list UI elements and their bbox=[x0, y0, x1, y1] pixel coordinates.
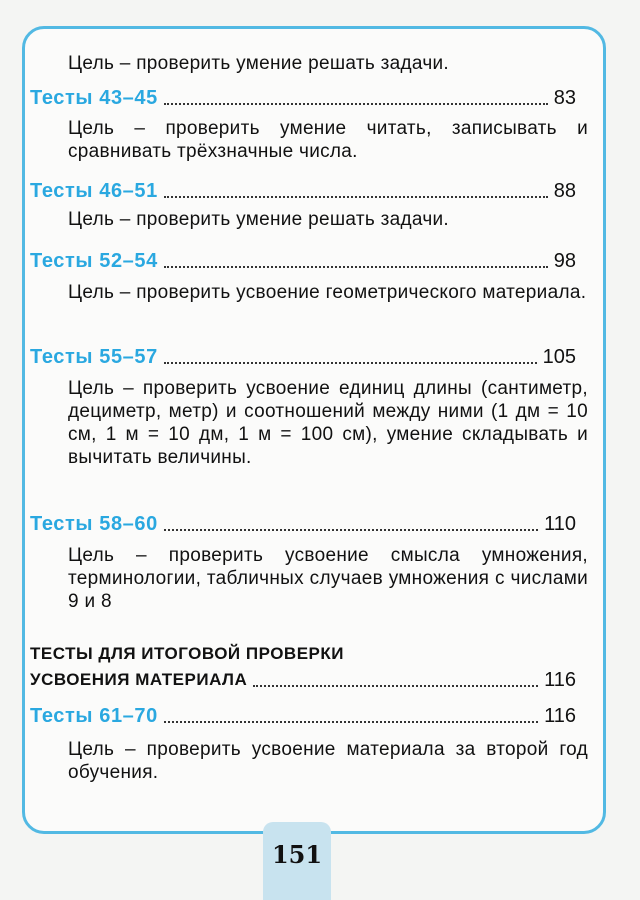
toc-entry-tests-46-51[interactable] bbox=[30, 177, 576, 203]
dot-leader bbox=[164, 362, 537, 364]
toc-entry-tests-55-57[interactable] bbox=[30, 343, 576, 369]
page-number: 151 bbox=[271, 840, 323, 869]
toc-entry-goal: Цель – проверить усвоение материала за второй год обучения. bbox=[68, 739, 588, 783]
toc-entry-title: Тесты 58–60 bbox=[30, 513, 158, 535]
toc-entry-page: 83 bbox=[553, 87, 576, 109]
dot-leader bbox=[253, 685, 538, 687]
final-section-title: ТЕСТЫ ДЛЯ ИТОГОВОЙ ПРОВЕРКИ bbox=[30, 644, 344, 663]
toc-entry-tests-58-60[interactable] bbox=[30, 510, 576, 536]
toc-entry-page: 116 bbox=[544, 705, 576, 727]
toc-entry-page: 110 bbox=[544, 513, 576, 535]
toc-entry-title: Тесты 52–54 bbox=[30, 250, 158, 272]
toc-entry-final-section[interactable] bbox=[30, 666, 576, 692]
dot-leader bbox=[164, 721, 538, 723]
toc-entry-title: Тесты 43–45 bbox=[30, 87, 158, 109]
toc-entry-tests-43-45[interactable] bbox=[30, 84, 576, 110]
toc-entry-page: 105 bbox=[542, 346, 576, 368]
toc-entry-page: 116 bbox=[544, 669, 576, 691]
toc-entry-goal: Цель – проверить умение читать, записывать и сравнивать трёхзначные числа. bbox=[68, 118, 588, 162]
dot-leader bbox=[164, 103, 548, 105]
dot-leader bbox=[164, 529, 538, 531]
toc-entry-title: Тесты 55–57 bbox=[30, 346, 158, 368]
toc-entry-goal: Цель – проверить умение решать задачи. bbox=[68, 209, 450, 230]
toc-entry-page: 88 bbox=[553, 180, 576, 202]
final-section-title-line2: УСВОЕНИЯ МАТЕРИАЛА bbox=[30, 670, 248, 689]
toc-entry-page: 98 bbox=[553, 250, 576, 272]
dot-leader bbox=[164, 266, 548, 268]
toc-entry-title: Тесты 61–70 bbox=[30, 705, 158, 727]
toc-entry-tests-61-70[interactable] bbox=[30, 702, 576, 728]
toc-entry-goal: Цель – проверить усвоение смысла умножения, терминологии, табличных случаев умножения с числами 9 и 8 bbox=[68, 545, 588, 612]
dot-leader bbox=[164, 196, 548, 198]
toc-entry-goal: Цель – проверить усвоение геометрического материала. bbox=[68, 282, 587, 303]
intro-goal-text: Цель – проверить умение решать задачи. bbox=[68, 53, 450, 74]
toc-entry-tests-52-54[interactable] bbox=[30, 247, 576, 273]
toc-entry-title: Тесты 46–51 bbox=[30, 180, 158, 202]
toc-entry-goal: Цель – проверить усвоение единиц длины (сантиметр, дециметр, метр) и соотношений между ними (1 дм = 10 см, 1 м = 10 дм, 1 м = 100 см), умение складывать и вычитать величины. bbox=[68, 378, 588, 468]
